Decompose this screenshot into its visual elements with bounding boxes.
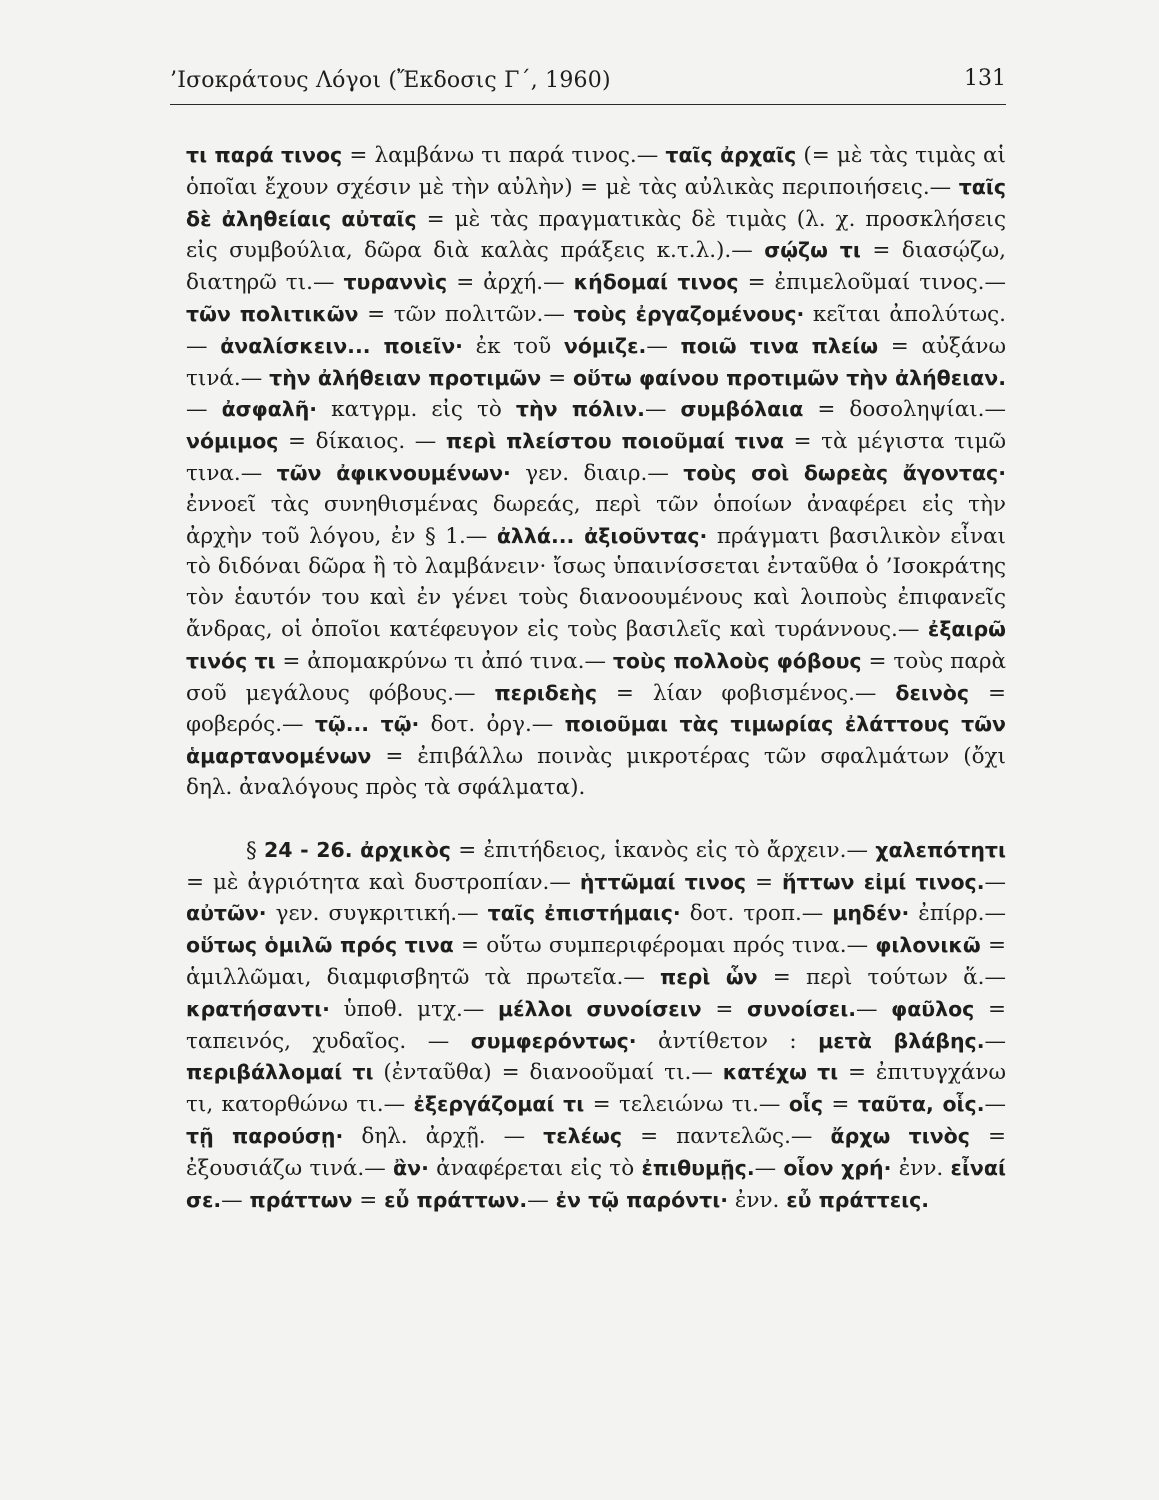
gloss-text: ἀναφέρεται εἰς τὸ bbox=[428, 1155, 642, 1181]
lemma-term: τοὺς ἐργαζομένους· bbox=[573, 301, 805, 326]
gloss-text: — bbox=[984, 1092, 1006, 1118]
lemma-term: ἀσφαλῆ· bbox=[221, 397, 318, 422]
lemma-term: ταῖς ἀρχαῖς bbox=[665, 143, 797, 167]
page-number: 131 bbox=[964, 66, 1006, 91]
gloss-text: πράγματι βασιλικὸν εἶναι τὸ διδόναι δῶρα ἢ τὸ λαμβάνειν· ἴσως ὑπαινίσσεται ἐνταῦθα ὁ ’Ισοκράτης τὸν ἑαυτόν του καὶ ἐν γένει τοὺς διανοουμένους καὶ λοιποὺς ἐπιφανεῖς ἄνδρας, οἱ ὁποῖοι κατέφευγον εἰς τοὺς βασιλεῖς καὶ τυράννους.— bbox=[186, 523, 1006, 642]
gloss-text: — bbox=[855, 996, 892, 1022]
gloss-text: ἀντίθετον : bbox=[636, 1028, 819, 1054]
lemma-term: φαῦλος bbox=[891, 996, 975, 1021]
lemma-term: μηδέν· bbox=[832, 901, 910, 926]
lemma-term: οὕτω φαίνου προτιμῶν τὴν ἀλήθειαν. bbox=[572, 365, 1006, 390]
gloss-text: = ἐξουσιάζω τινά.— bbox=[186, 1123, 1006, 1181]
gloss-text: = μὲ τὰς πραγματικὰς δὲ τιμὰς (λ. χ. προσκλήσεις εἰς συμβούλια, δῶρα διὰ καλὰς πράξεις κ.τ.λ.).— bbox=[186, 206, 1006, 264]
gloss-text: = αὐξάνω τινά.— bbox=[186, 333, 1007, 391]
gloss-text: — bbox=[646, 333, 681, 359]
lemma-term: συνοίσει. bbox=[746, 996, 856, 1021]
gloss-text: ὑποθ. μτχ.— bbox=[329, 996, 498, 1022]
lemma-term: ἐξαιρῶ τινός τι bbox=[186, 616, 1006, 673]
lemma-term: ἀλλά... ἀξιοῦντας· bbox=[496, 523, 708, 548]
gloss-text: — bbox=[527, 1187, 556, 1213]
lemma-term: τῶν πολιτικῶν bbox=[186, 301, 359, 326]
gloss-text: = ἁμιλλῶμαι, διαμφισβητῶ τὰ πρωτεῖα.— bbox=[186, 933, 1006, 990]
gloss-text: = bbox=[823, 1092, 858, 1118]
lemma-term: συμφερόντως· bbox=[470, 1028, 637, 1053]
lemma-term: ταῖς ἐπιστήμαις· bbox=[487, 901, 681, 926]
lemma-term: τῇ παρούσῃ· bbox=[186, 1123, 344, 1148]
paragraph-commentary-24-26 bbox=[186, 835, 1006, 1217]
gloss-text: = τὰ μέγιστα τιμῶ τινα.— bbox=[186, 429, 1006, 486]
gloss-text: = bbox=[352, 1187, 385, 1213]
gloss-text: — bbox=[984, 869, 1006, 895]
lemma-term: τῷ... τῷ· bbox=[314, 712, 420, 737]
gloss-text: = τῶν πολιτῶν.— bbox=[358, 301, 574, 327]
gloss-text: δηλ. ἀρχῇ. — bbox=[343, 1123, 544, 1149]
lemma-term: περιδεὴς bbox=[494, 680, 597, 705]
paragraph-commentary-1 bbox=[186, 140, 1006, 804]
lemma-term: ἐξεργάζομαί τι bbox=[413, 1092, 585, 1117]
lemma-term: εἶναί σε. bbox=[186, 1155, 1006, 1212]
lemma-term: ποιοῦμαι τὰς τιμωρίας ἐλάττους τῶν ἁμαρτανομένων bbox=[186, 712, 1007, 769]
gloss-text: — bbox=[754, 1155, 784, 1181]
gloss-text: = δοσοληψίαι.— bbox=[803, 397, 1006, 423]
lemma-term: ἐν τῷ παρόντι· bbox=[555, 1187, 729, 1212]
lemma-term: περὶ πλείστου ποιοῦμαί τινα bbox=[445, 429, 784, 454]
lemma-term: ταῖς δὲ ἀληθείαις αὐταῖς bbox=[186, 174, 1006, 231]
lemma-term: δεινὸς bbox=[895, 680, 970, 705]
gloss-text: ἐκ τοῦ bbox=[462, 333, 564, 359]
lemma-term: περιβάλλομαί τι bbox=[186, 1060, 374, 1085]
lemma-term: ἄρχω τινὸς bbox=[830, 1123, 970, 1148]
lemma-term: εὖ πράττεις. bbox=[786, 1187, 930, 1212]
lemma-term: πράττων bbox=[249, 1187, 353, 1212]
lemma-term: τὴν ἀλήθειαν προτιμῶν bbox=[269, 365, 542, 390]
gloss-text: — bbox=[221, 1187, 250, 1213]
lemma-term: ἡττῶμαί τινος bbox=[579, 869, 747, 894]
gloss-text: κεῖται ἀπολύτως.— bbox=[186, 301, 1006, 359]
lemma-term: ταῦτα, οἷς. bbox=[857, 1092, 985, 1117]
gloss-text: = bbox=[541, 365, 573, 391]
gloss-text: § bbox=[246, 837, 265, 863]
lemma-term: ἂν· bbox=[393, 1155, 429, 1180]
gloss-text: = ταπεινός, χυδαῖος. — bbox=[186, 996, 1006, 1054]
gloss-text: δοτ. ὀργ.— bbox=[419, 712, 565, 738]
lemma-term: νόμιμος bbox=[186, 429, 279, 454]
lemma-term: τοὺς πολλοὺς φόβους bbox=[612, 648, 862, 673]
lemma-term: σῴζω τι bbox=[764, 238, 861, 263]
lemma-term: συμβόλαια bbox=[680, 397, 804, 422]
lemma-term: ἀναλίσκειν... ποιεῖν· bbox=[220, 333, 463, 358]
gloss-text: = δίκαιος. — bbox=[278, 429, 446, 455]
gloss-text: — bbox=[186, 397, 222, 423]
gloss-text: = μὲ ἀγριότητα καὶ δυστροπίαν.— bbox=[186, 869, 580, 895]
gloss-text: = διασῴζω, διατηρῶ τι.— bbox=[186, 238, 1006, 296]
lemma-term: περὶ ὧν bbox=[660, 964, 758, 989]
gloss-text: (ἐνταῦθα) = διανοοῦμαί τι.— bbox=[373, 1060, 723, 1086]
lemma-term: μετὰ βλάβης. bbox=[818, 1028, 985, 1053]
lemma-term: μέλλοι συνοίσειν bbox=[498, 996, 702, 1021]
lemma-term: οὕτως ὁμιλῶ πρός τινα bbox=[186, 933, 454, 958]
lemma-term: τοὺς σοὶ δωρεὰς ἄγοντας· bbox=[683, 460, 1006, 485]
gloss-text: — bbox=[984, 1028, 1006, 1054]
lemma-term: ποιῶ τινα πλείω bbox=[680, 333, 879, 358]
gloss-text: = φοβερός.— bbox=[186, 680, 1006, 738]
gloss-text: γεν. συγκριτική.— bbox=[266, 901, 488, 927]
lemma-term: κατέχω τι bbox=[722, 1060, 839, 1085]
lemma-term: νόμιζε. bbox=[563, 333, 647, 358]
gloss-text: = τοὺς παρὰ σοῦ μεγάλους φόβους.— bbox=[186, 648, 1006, 706]
gloss-text: = ἐπιτήδειος, ἱκανὸς εἰς τὸ ἄρχειν.— bbox=[450, 837, 876, 863]
gloss-text: ἐπίρρ.— bbox=[909, 901, 1007, 927]
gloss-text: δοτ. τροπ.— bbox=[680, 901, 833, 927]
lemma-term: οἷς bbox=[788, 1092, 824, 1117]
gloss-text: = bbox=[746, 869, 782, 895]
gloss-text: = λαμβάνω τι παρά τινος.— bbox=[342, 143, 666, 168]
gloss-text: = παντελῶς.— bbox=[622, 1123, 831, 1149]
gloss-text: ἐνν. bbox=[891, 1155, 951, 1181]
running-head: ’Ισοκράτους Λόγοι (Ἔκδοσις Γ΄, 1960) bbox=[170, 68, 611, 93]
lemma-term: ἐπιθυμῇς. bbox=[641, 1155, 755, 1180]
gloss-text: ἐνν. bbox=[728, 1187, 787, 1213]
lemma-term: αὐτῶν· bbox=[186, 901, 267, 926]
lemma-term: ἥττων εἰμί τινος. bbox=[781, 869, 985, 894]
gloss-text: = ἐπιτυγχάνω τι, κατορθώνω τι.— bbox=[186, 1060, 1006, 1118]
lemma-term: κρατήσαντι· bbox=[186, 996, 330, 1021]
lemma-term: τὴν πόλιν. bbox=[515, 397, 645, 422]
gloss-text: = ἀρχή.— bbox=[447, 270, 574, 296]
gloss-text: = ἐπιβάλλω ποινὰς μικροτέρας τῶν σφαλμάτων (ὄχι δηλ. ἀναλόγους πρὸς τὰ σφάλματα). bbox=[186, 744, 1006, 800]
lemma-term: εὖ πράττων. bbox=[384, 1187, 528, 1212]
gloss-text: ἐννοεῖ τὰς συνηθισμένας δωρεάς, περὶ τῶν ὁποίων ἀναφέρει εἰς τὴν ἀρχὴν τοῦ λόγου, ἐν § 1.— bbox=[186, 491, 1006, 549]
gloss-text: = λίαν φοβισμένος.— bbox=[596, 680, 896, 706]
lemma-term: τι παρά τινος bbox=[186, 143, 343, 167]
gloss-text: γεν. διαιρ.— bbox=[510, 460, 684, 486]
lemma-term: τελέως bbox=[543, 1123, 623, 1148]
commentary-text bbox=[186, 140, 1006, 1216]
lemma-term: οἷον χρή· bbox=[783, 1155, 892, 1180]
gloss-text: — bbox=[644, 397, 681, 423]
lemma-term: 24 - 26. ἀρχικὸς bbox=[264, 837, 451, 862]
lemma-term: χαλεπότητι bbox=[875, 837, 1007, 862]
gloss-text: = ἀπομακρύνω τι ἀπό τινα.— bbox=[275, 648, 613, 674]
lemma-term: τῶν ἀφικνουμένων· bbox=[276, 460, 511, 485]
lemma-term: τυραννὶς bbox=[343, 270, 448, 295]
page-header bbox=[170, 64, 1006, 105]
gloss-text: = τελειώνω τι.— bbox=[584, 1092, 789, 1118]
gloss-text: κατγρμ. εἰς τὸ bbox=[317, 397, 516, 423]
lemma-term: φιλονικῶ bbox=[875, 933, 981, 958]
gloss-text: = οὕτω συμπεριφέρομαι πρός τινα.— bbox=[453, 933, 876, 959]
gloss-text: (= μὲ τὰς τιμὰς αἱ ὁποῖαι ἔχουν σχέσιν μὲ τὴν αὐλὴν) = μὲ τὰς αὐλικὰς περιποιήσεις.— bbox=[186, 143, 1006, 200]
gloss-text: = bbox=[701, 996, 747, 1022]
lemma-term: κήδομαί τινος bbox=[573, 270, 739, 295]
gloss-text: = περὶ τούτων ἅ.— bbox=[757, 964, 1006, 990]
gloss-text: = ἐπιμελοῦμαί τινος.— bbox=[738, 270, 1007, 296]
